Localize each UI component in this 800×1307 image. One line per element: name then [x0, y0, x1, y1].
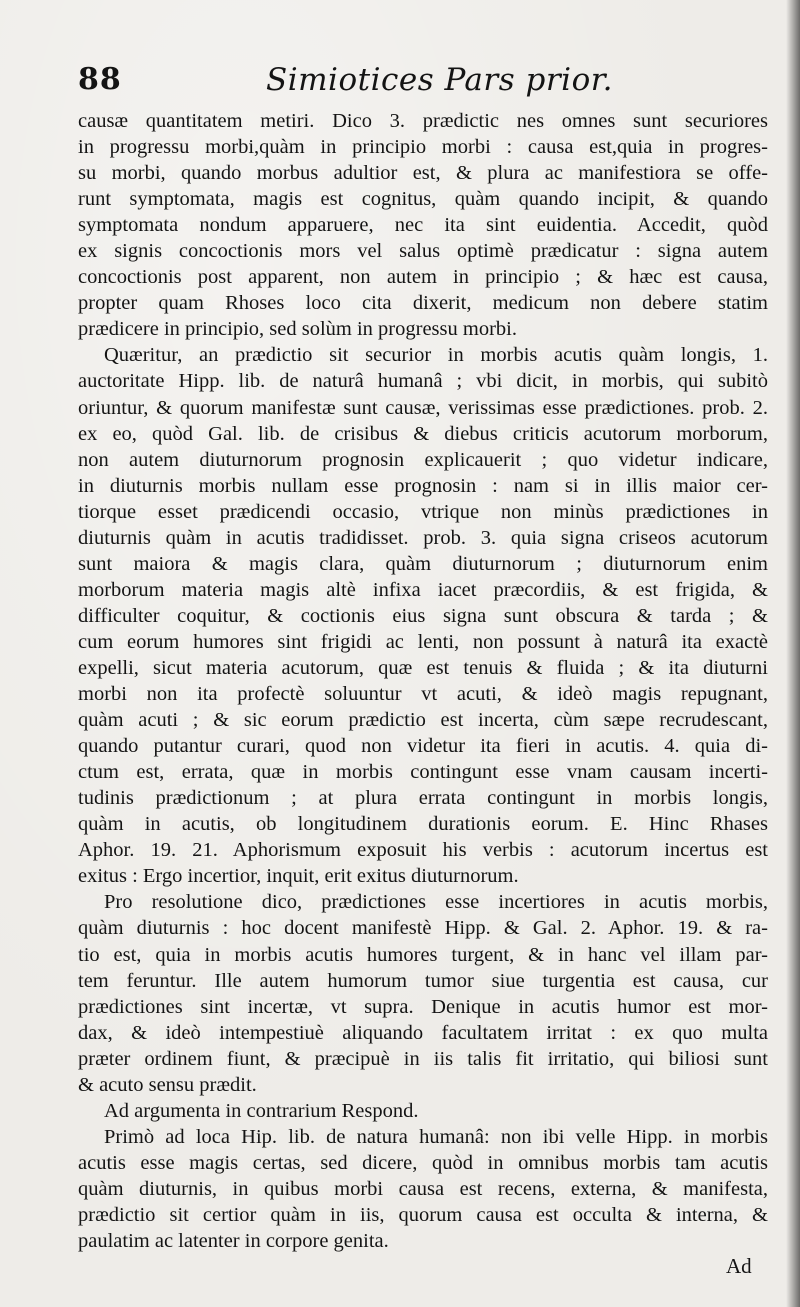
text-line: morborum materia magis altè infixa iacet præcordiis, & est frigida, &	[78, 578, 768, 601]
text-line: oriuntur, & quorum manifestæ sunt causæ, verissimas esse prædictiones. prob. 2.	[78, 396, 768, 419]
text-line: & acuto sensu prædit.	[78, 1073, 257, 1096]
text-line: ex eo, quòd Gal. lib. de crisibus & diebus criticis acutorum morborum,	[78, 422, 768, 445]
text-line: præter ordinem fiunt, & præcipuè in iis talis fit irritatio, qui biliosi sunt	[78, 1047, 768, 1070]
text-line: difficulter coquitur, & coctionis eius signa sunt obscura & tarda ; &	[78, 604, 768, 627]
text-line: prædicere in principio, sed solùm in progressu morbi.	[78, 318, 517, 341]
text-line: tiorque esset prædicendi occasio, vtrique non minùs prædictiones in	[78, 500, 768, 523]
text-line: ctum est, errata, quæ in morbis contingunt esse vnam causam incerti-	[78, 761, 768, 784]
text-line: quàm acuti ; & sic eorum prædictio est incerta, cùm sæpe recrudescant,	[78, 709, 768, 732]
text-line: Quæritur, an prædictio sit securior in morbis acutis quàm longis, 1.	[104, 344, 768, 367]
running-head: Simiotices Pars prior.	[266, 62, 614, 98]
text-line: symptomata nondum apparuere, nec ita sint euidentia. Accedit, quòd	[78, 214, 768, 237]
text-line: Aphor. 19. 21. Aphorismum exposuit his verbis : acutorum incertus est	[78, 839, 768, 862]
text-line: cum eorum humores sint frigidi ac lenti, non possunt à naturâ ita exactè	[78, 630, 768, 653]
page-header	[78, 62, 778, 104]
page-edge-shadow	[786, 0, 800, 1307]
text-line: exitus : Ergo incertior, inquit, erit exitus diuturnorum.	[78, 865, 519, 888]
text-line: Pro resolutione dico, prædictiones esse incertiores in acutis morbis,	[104, 891, 768, 914]
text-line: quando putantur curari, quod non videtur ita fieri in acutis. 4. quia di-	[78, 735, 768, 758]
text-line: quàm in acutis, ob longitudinem durationis eorum. E. Hinc Rhases	[78, 813, 768, 836]
text-line: quàm diuturnis : hoc docent manifestè Hipp. & Gal. 2. Aphor. 19. & ra-	[78, 917, 768, 940]
text-line: concoctionis post apparent, non autem in principio ; & hæc est causa,	[78, 266, 768, 289]
text-line: tem feruntur. Ille autem humorum tumor siue turgentia est causa, cur	[78, 969, 768, 992]
text-line: ex signis concoctionis mors vel salus optimè prædicatur : signa autem	[78, 240, 768, 263]
text-line: Ad argumenta in contrarium Respond.	[104, 1099, 419, 1122]
text-line: quàm diuturnis, in quibus morbi causa est recens, externa, & manifesta,	[78, 1177, 768, 1200]
text-line: morbi non ita profectè soluuntur vt acuti, & ideò magis repugnant,	[78, 683, 768, 706]
text-line: acutis esse magis certas, sed dicere, quòd in omnibus morbis tam acutis	[78, 1151, 768, 1174]
text-line: tio est, quia in morbis acutis humores turgent, & in hanc vel illam par-	[78, 943, 768, 966]
text-line: non autem diuturnorum prognosin explicauerit ; quo videtur indicare,	[78, 448, 768, 471]
text-line: paulatim ac latenter in corpore genita.	[78, 1230, 389, 1253]
text-line: dax, & ideò intempestiuè aliquando facultatem irritat : ex quo multa	[78, 1021, 768, 1044]
text-line: tudinis prædictionum ; at plura errata contingunt in morbis longis,	[78, 787, 768, 810]
text-line: expelli, sicut materia acutorum, quæ est tenuis & fluida ; & ita diuturni	[78, 656, 768, 679]
text-line: auctoritate Hipp. lib. de naturâ humanâ ; vbi dicit, in morbis, qui subitò	[78, 370, 768, 393]
text-line: sunt maiora & magis clara, quàm diuturnorum ; diuturnorum enim	[78, 552, 768, 575]
text-line: prædictio sit certior quàm in iis, quorum causa est occulta & interna, &	[78, 1203, 768, 1226]
text-line: su morbi, quando morbus adultior est, & plura ac manifestiora se offe-	[78, 162, 768, 185]
catchword: Ad	[726, 1254, 752, 1278]
body-text	[78, 108, 768, 1254]
text-line: Primò ad loca Hip. lib. de natura humanâ: non ibi velle Hipp. in morbis	[104, 1125, 768, 1148]
text-line: in progressu morbi,quàm in principio morbi : causa est,quia in progres-	[78, 136, 768, 159]
text-line: in diuturnis morbis nullam esse prognosin : nam si in illis maior cer-	[78, 474, 768, 497]
text-line: prædictiones sint incertæ, vt supra. Denique in acutis humor est mor-	[78, 995, 768, 1018]
page-number: 88	[78, 62, 122, 97]
text-line: propter quam Rhoses loco cita dixerit, medicum non debere statim	[78, 292, 768, 315]
text-line: causæ quantitatem metiri. Dico 3. prædictic nes omnes sunt securiores	[78, 110, 768, 132]
text-line: runt symptomata, magis est cognitus, quàm quando incipit, & quando	[78, 188, 768, 211]
text-line: diuturnis quàm in acutis tradidisset. prob. 3. quia signa criseos acutorum	[78, 526, 768, 549]
